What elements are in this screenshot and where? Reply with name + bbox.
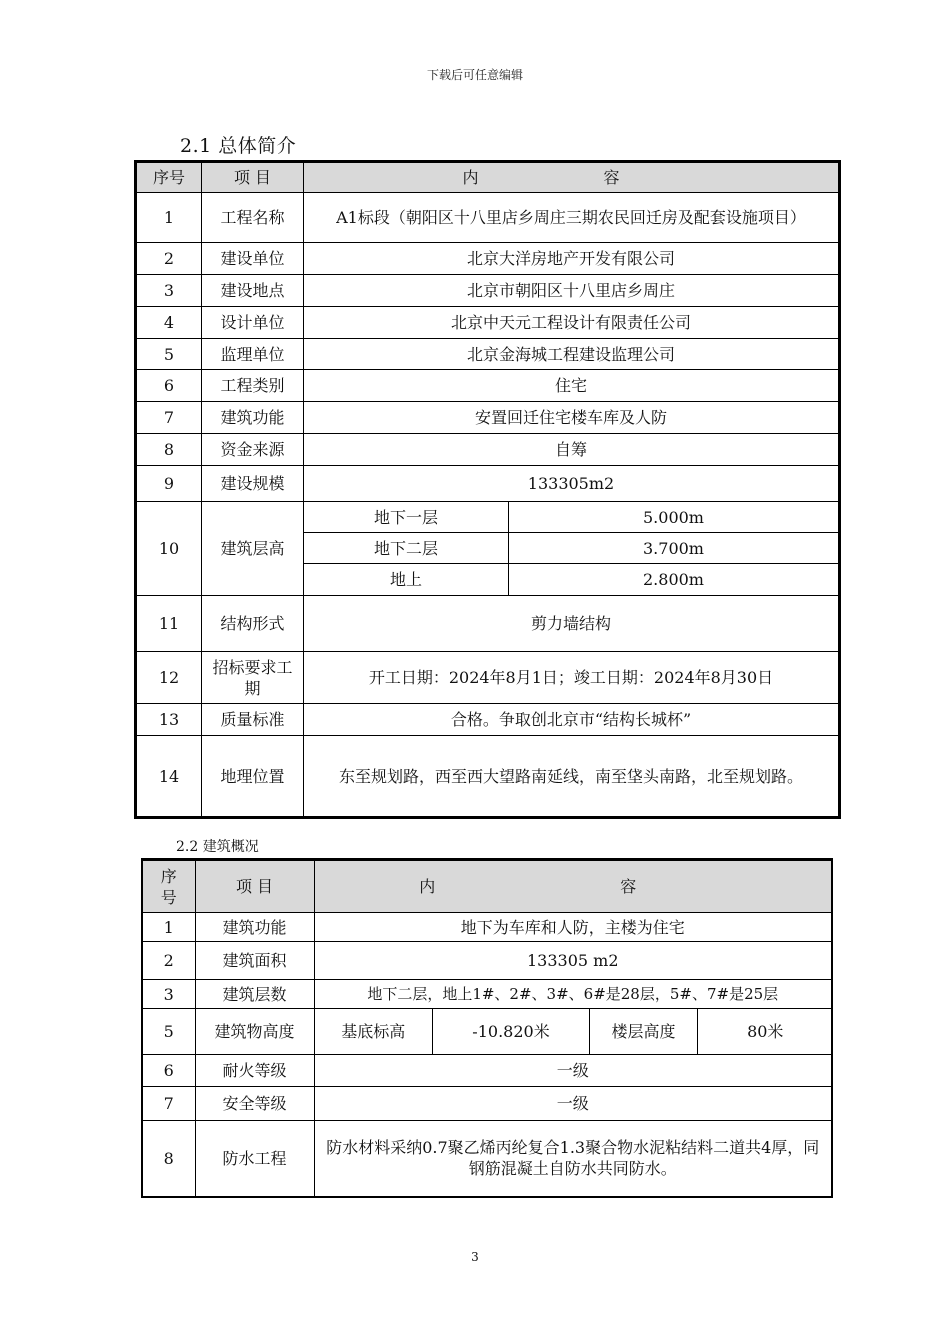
row-content: 133305m2 [304, 466, 840, 502]
row-content: 住宅 [304, 370, 840, 402]
row-no: 3 [136, 275, 202, 307]
row-item: 招标要求工期 [202, 652, 304, 704]
table-row [136, 434, 840, 466]
row-item: 建筑功能 [202, 402, 304, 434]
row-item: 监理单位 [202, 339, 304, 370]
header-item: 项 目 [195, 860, 314, 913]
section-1-title: 2.1 总体简介 [180, 135, 297, 157]
row-no: 1 [142, 913, 195, 942]
row-item: 质量标准 [202, 704, 304, 736]
table-row [136, 652, 840, 704]
row-content: 北京市朝阳区十八里店乡周庄 [304, 275, 840, 307]
header-note: 下载后可任意编辑 [426, 68, 523, 82]
table-row [136, 704, 840, 736]
floor-level-name: 地下一层 [304, 502, 509, 533]
row-no: 5 [142, 1009, 195, 1055]
header-no: 序号 [142, 860, 195, 913]
row-content: 一级 [314, 1087, 832, 1121]
table-row [136, 243, 840, 275]
row-item: 地理位置 [202, 736, 304, 818]
row-item: 建设地点 [202, 275, 304, 307]
base-elevation-value: -10.820米 [433, 1009, 590, 1054]
row-item: 设计单位 [202, 307, 304, 339]
row-item: 建设规模 [202, 466, 304, 502]
base-elevation-label: 基底标高 [315, 1009, 433, 1054]
row-no: 14 [136, 736, 202, 818]
row-content: 合格。争取创北京市“结构长城杯” [304, 704, 840, 736]
row-content: 北京大洋房地产开发有限公司 [304, 243, 840, 275]
header-content: 内 容 [304, 162, 840, 193]
row-no: 8 [142, 1121, 195, 1197]
table-row [136, 275, 840, 307]
table-row [136, 596, 840, 652]
row-item: 工程名称 [202, 193, 304, 243]
row-no: 6 [136, 370, 202, 402]
table-row [142, 980, 832, 1009]
row-no: 6 [142, 1055, 195, 1087]
header-content: 内 容 [314, 860, 832, 913]
row-no: 8 [136, 434, 202, 466]
row-no: 13 [136, 704, 202, 736]
header-no: 序号 [136, 162, 202, 193]
table-row [136, 307, 840, 339]
row-content: 北京金海城工程建设监理公司 [304, 339, 840, 370]
overview-table [134, 160, 841, 819]
row-item: 防水工程 [195, 1121, 314, 1197]
row-content: 防水材料采纳0.7聚乙烯丙纶复合1.3聚合物水泥粘结料二道共4厚，同钢筋混凝土自防水共同防水。 [314, 1121, 832, 1197]
table-header-row [136, 162, 840, 193]
row-content: A1标段（朝阳区十八里店乡周庄三期农民回迁房及配套设施项目） [304, 193, 840, 243]
table-row [142, 942, 832, 980]
table-row [136, 466, 840, 502]
floor-level-value: 3.700m [509, 533, 840, 564]
row-no: 10 [136, 502, 202, 596]
row-no: 1 [136, 193, 202, 243]
row-no: 2 [142, 942, 195, 980]
row-no: 4 [136, 307, 202, 339]
table-row [136, 193, 840, 243]
section-2-title: 2.2 建筑概况 [176, 839, 259, 855]
row-item: 资金来源 [202, 434, 304, 466]
floor-level-value: 5.000m [509, 502, 840, 533]
row-item: 结构形式 [202, 596, 304, 652]
height-detail-table [315, 1009, 833, 1054]
table-row [142, 1055, 832, 1087]
table-row [142, 913, 832, 942]
table-row [136, 402, 840, 434]
row-no: 5 [136, 339, 202, 370]
row-item: 工程类别 [202, 370, 304, 402]
building-height-row [142, 1009, 832, 1055]
row-no: 7 [136, 402, 202, 434]
row-item: 建筑物高度 [195, 1009, 314, 1055]
table-header-row [142, 860, 832, 913]
row-content: 自筹 [304, 434, 840, 466]
row-item: 建筑层数 [195, 980, 314, 1009]
table-row [142, 1087, 832, 1121]
row-no: 7 [142, 1087, 195, 1121]
building-overview-table [141, 858, 833, 1198]
row-no: 3 [142, 980, 195, 1009]
floor-height-value: 80米 [747, 1022, 784, 1041]
row-item: 耐火等级 [195, 1055, 314, 1087]
height-detail-cell [314, 1009, 832, 1055]
table-row [136, 736, 840, 818]
row-content: 剪力墙结构 [304, 596, 840, 652]
row-item: 建设单位 [202, 243, 304, 275]
page-number: 3 [471, 1250, 479, 1264]
header-item: 项 目 [202, 162, 304, 193]
row-no: 2 [136, 243, 202, 275]
floor-level-name: 地上 [304, 564, 509, 596]
row-no: 9 [136, 466, 202, 502]
table-row [136, 370, 840, 402]
row-item: 安全等级 [195, 1087, 314, 1121]
row-content: 地下为车库和人防，主楼为住宅 [314, 913, 832, 942]
row-item: 建筑面积 [195, 942, 314, 980]
floor-level-name: 地下二层 [304, 533, 509, 564]
row-item: 建筑层高 [202, 502, 304, 596]
floor-level-value: 2.800m [509, 564, 840, 596]
row-content: 一级 [314, 1055, 832, 1087]
table-row [142, 1121, 832, 1197]
row-content: 地下二层，地上1#、2#、3#、6#是28层，5#、7#是25层 [314, 980, 832, 1009]
row-content: 安置回迁住宅楼车库及人防 [304, 402, 840, 434]
row-content: 北京中天元工程设计有限责任公司 [304, 307, 840, 339]
row-content: 东至规划路，西至西大望路南延线，南至垡头南路，北至规划路。 [304, 736, 840, 818]
row-no: 11 [136, 596, 202, 652]
row-content: 开工日期：2024年8月1日；竣工日期：2024年8月30日 [304, 652, 840, 704]
floor-height-row [136, 502, 840, 533]
row-item: 建筑功能 [195, 913, 314, 942]
row-no: 12 [136, 652, 202, 704]
row-content: 133305 m2 [314, 942, 832, 980]
floor-height-label: 楼层高度 [590, 1009, 698, 1054]
table-row [136, 339, 840, 370]
